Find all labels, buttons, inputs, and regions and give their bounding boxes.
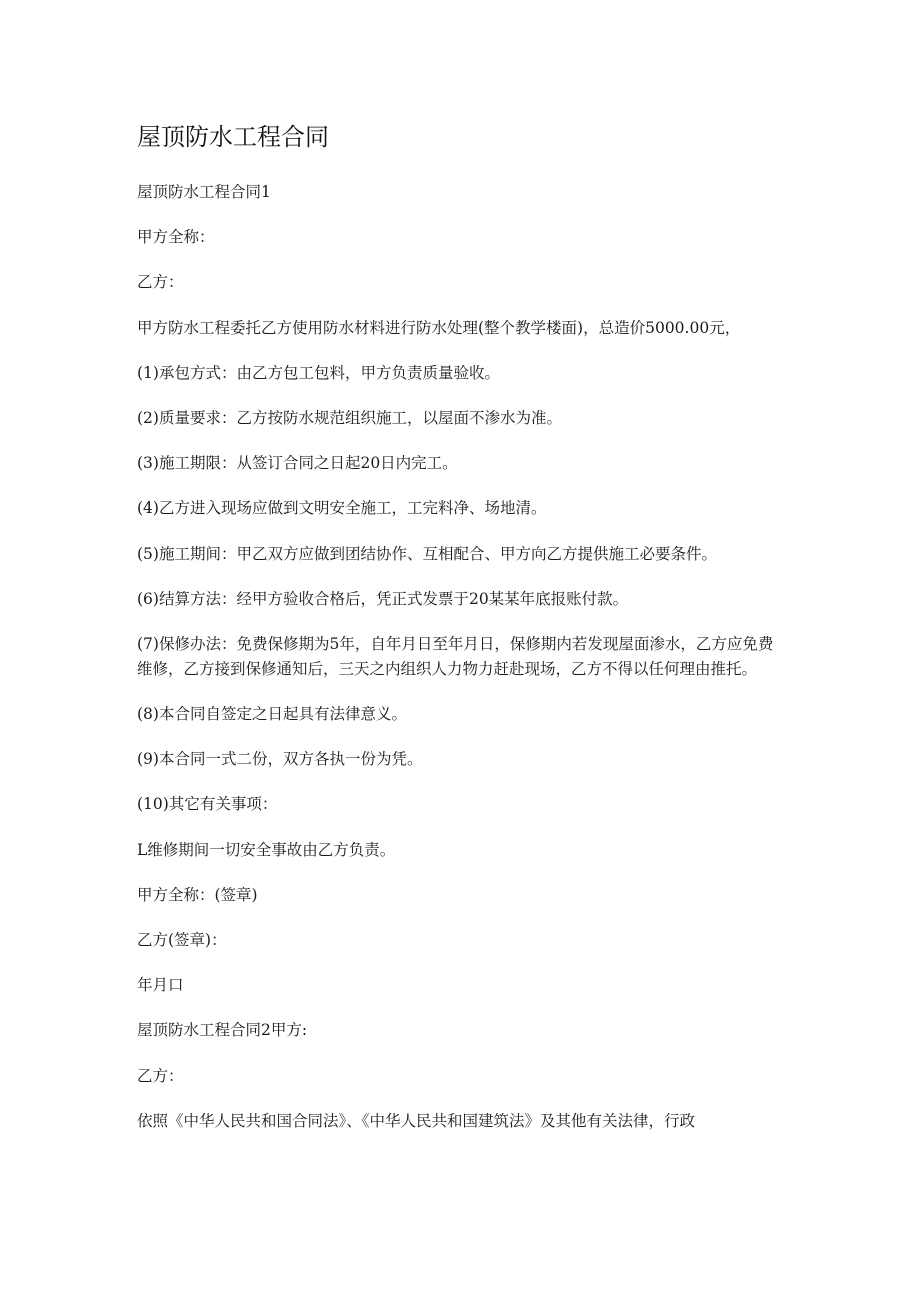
document-title: 屋顶防水工程合同	[137, 123, 329, 151]
paragraph: (4)乙方进入现场应做到文明安全施工，工完料净、场地清。	[137, 499, 547, 518]
date-line: 年月口	[137, 976, 184, 995]
paragraph: (2)质量要求：乙方按防水规范组织施工，以屋面不渗水为准。	[137, 408, 562, 427]
paragraph: 屋顶防水工程合同2甲方:	[137, 1021, 308, 1040]
paragraph: 甲方防水工程委托乙方使用防水材料进行防水处理(整个教学楼面)，总造价5000.00元，	[137, 318, 741, 337]
paragraph: (9)本合同一式二份，双方各执一份为凭。	[137, 750, 423, 769]
signature-line: 乙方(签章)：	[137, 931, 227, 949]
paragraph: (5)施工期间：甲乙双方应做到团结协作、互相配合、甲方向乙方提供施工必要条件。	[137, 544, 717, 563]
paragraph: (8)本合同自签定之日起具有法律意义。	[137, 705, 407, 724]
paragraph: 乙方：	[137, 1066, 184, 1085]
paragraph: (7)保修办法：免费保修期为5年，自年月日至年月日，保修期内若发现屋面渗水，乙方应免费维修，乙方接到保修通知后，三天之内组织人力物力赶赴现场，乙方不得以任何理由推托。	[137, 634, 774, 678]
paragraph: (6)结算方法：经甲方验收合格后，凭正式发票于20某某年底报账付款。	[137, 589, 629, 608]
paragraph: 乙方：	[137, 273, 184, 292]
paragraph: L维修期间一切安全事故由乙方负责。	[137, 840, 396, 859]
document-body	[137, 180, 777, 1134]
paragraph: 依照《中华人民共和国合同法》、《中华人民共和国建筑法》及其他有关法律，行政	[137, 1111, 696, 1130]
paragraph: (1)承包方式：由乙方包工包料，甲方负责质量验收。	[137, 363, 500, 382]
signature-line: 甲方全称：(签章)	[137, 885, 258, 904]
paragraph: (3)施工期限：从签订合同之日起20日内完工。	[137, 454, 458, 473]
paragraph: 屋顶防水工程合同1	[137, 183, 271, 201]
paragraph: 甲方全称：	[137, 228, 215, 247]
paragraph: (10)其它有关事项：	[137, 795, 278, 814]
